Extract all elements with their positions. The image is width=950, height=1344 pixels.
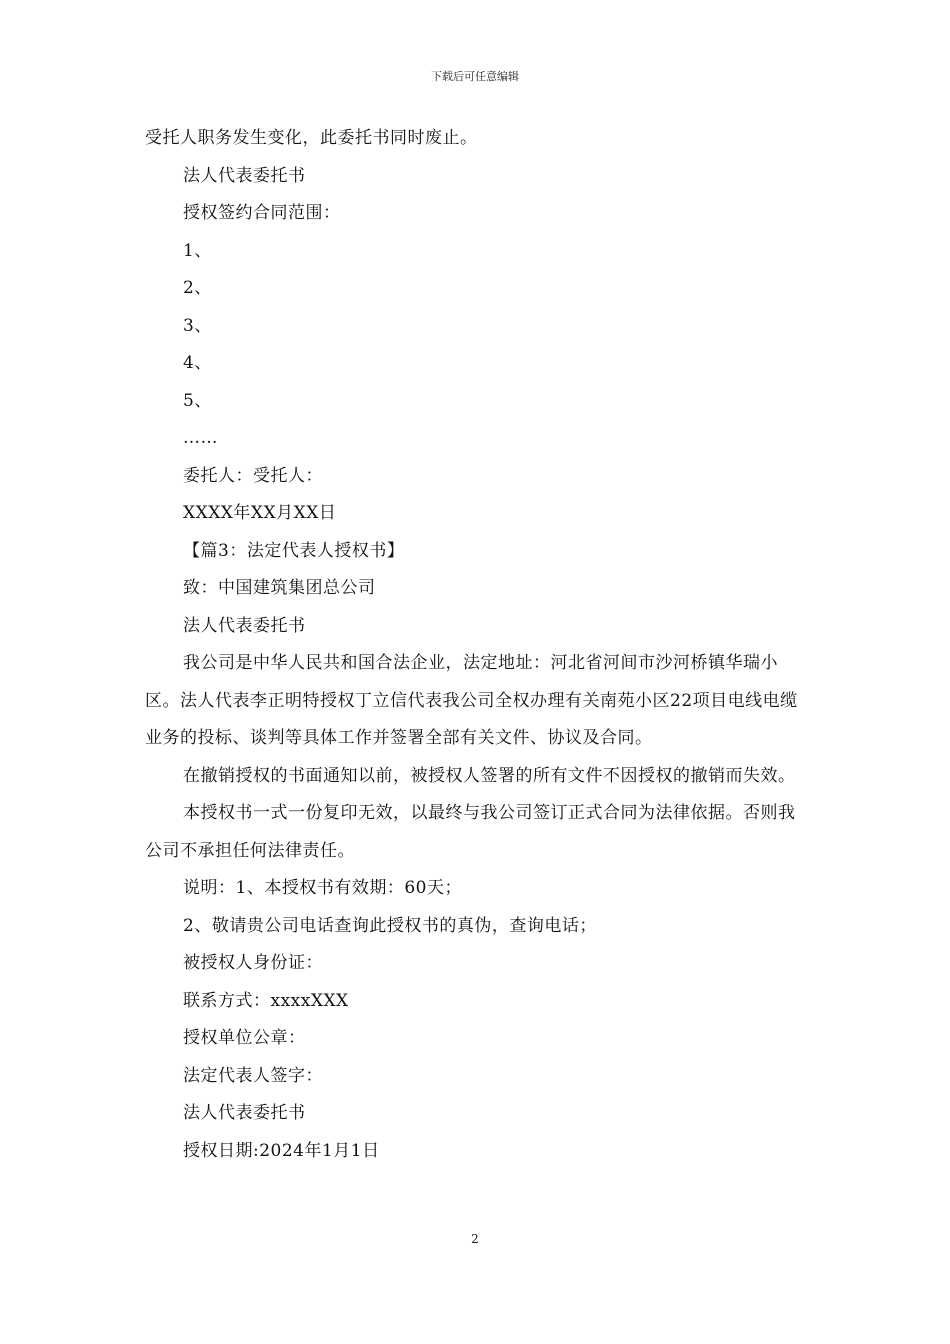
list-item: 2、 bbox=[183, 278, 212, 298]
text-line: 授权单位公章： bbox=[183, 1028, 306, 1048]
text-line: 受托人职务发生变化，此委托书同时废止。 bbox=[145, 128, 478, 148]
text-line: 说明：1、本授权书有效期：60天； bbox=[183, 878, 462, 898]
header-note: 下载后可任意编辑 bbox=[431, 70, 519, 83]
text-line: 授权签约合同范围： bbox=[183, 203, 341, 223]
text-line: 委托人：受托人： bbox=[183, 465, 323, 486]
list-item: 3、 bbox=[183, 315, 212, 336]
text-line: 法人代表委托书 bbox=[183, 1103, 306, 1123]
list-item: 5、 bbox=[183, 390, 212, 411]
text-line: 法人代表委托书 bbox=[183, 165, 306, 186]
list-item: 4、 bbox=[183, 353, 212, 373]
recipient-line: 致：中国建筑集团总公司 bbox=[183, 578, 376, 598]
date-line: 授权日期:2024年1月1日 bbox=[183, 1140, 380, 1161]
document-body bbox=[145, 120, 810, 1170]
text-line: 被授权人身份证： bbox=[183, 953, 323, 973]
ellipsis-line: …… bbox=[183, 428, 218, 448]
paragraph: 在撤销授权的书面通知以前，被授权人签署的所有文件不因授权的撤销而失效。 bbox=[183, 765, 796, 786]
text-line: 法定代表人签字： bbox=[183, 1065, 323, 1086]
section-title: 【篇3：法定代表人授权书】 bbox=[183, 540, 405, 561]
text-line: 法人代表委托书 bbox=[183, 615, 306, 636]
list-item: 1、 bbox=[183, 240, 212, 261]
page-number: 2 bbox=[471, 1232, 479, 1246]
date-line: XXXX年XX月XX日 bbox=[183, 503, 337, 523]
paragraph: 我公司是中华人民共和国合法企业，法定地址：河北省河间市沙河桥镇华瑞小区。法人代表李正明特授权丁立信代表我公司全权办理有关南苑小区22项目电线电缆业务的投标、谈判等具体工作并签署全部有关文件、协议及合同。 bbox=[145, 653, 798, 748]
contact-line: 联系方式：xxxxXXX bbox=[183, 990, 349, 1011]
paragraph: 本授权书一式一份复印无效，以最终与我公司签订正式合同为法律依据。否则我公司不承担任何法律责任。 bbox=[145, 803, 796, 861]
text-line: 2、敬请贵公司电话查询此授权书的真伪，查询电话； bbox=[183, 915, 597, 936]
